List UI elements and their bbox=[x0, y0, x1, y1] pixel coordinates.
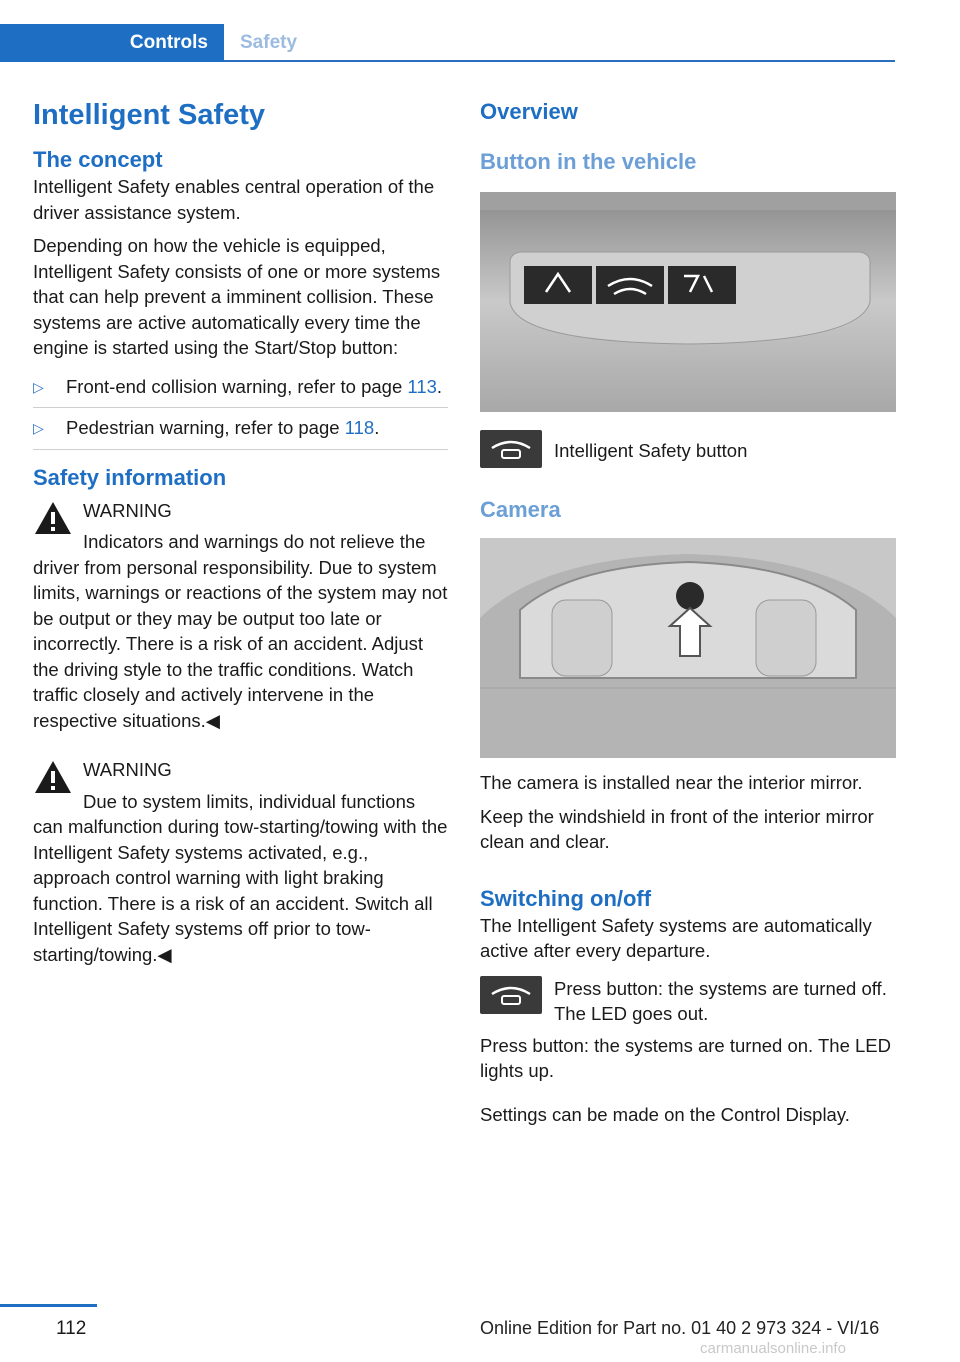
footer-rule bbox=[0, 1304, 97, 1307]
warning-block bbox=[33, 492, 448, 734]
warning-block bbox=[33, 751, 448, 967]
warning-text: Indicators and warnings do not relieve the driver from personal responsibility. Due to system limits, warnings or reactions of the system may not be output or they may be output too late or incorrectly. There is a risk of an accident. Adjust the driving style to the traffic conditions. Watch traffic closely and actively intervene in the respective situations.◀ bbox=[33, 531, 448, 731]
watermark: carmanualsonline.info bbox=[700, 1340, 846, 1357]
camera-paragraph-1: The camera is installed near the interior mirror. bbox=[480, 772, 863, 793]
button-caption: Intelligent Safety button bbox=[554, 440, 748, 461]
warning-triangle-icon bbox=[33, 759, 73, 795]
tab-safety[interactable]: Safety bbox=[240, 32, 298, 53]
bullet-triangle-icon: ▷ bbox=[33, 378, 44, 395]
bullet-item: ▷ Front-end collision warning, refer to page 113. bbox=[33, 367, 448, 409]
intelligent-safety-button-icon bbox=[480, 976, 542, 1014]
button-caption-row bbox=[480, 430, 896, 468]
warning-triangle-icon bbox=[33, 500, 73, 536]
header-tabs bbox=[0, 24, 895, 62]
camera-paragraph-2: Keep the windshield in front of the interior mirror clean and clear. bbox=[480, 805, 874, 852]
edition-text: Online Edition for Part no. 01 40 2 973 324 - VI/16 bbox=[480, 1318, 880, 1338]
safety-heading: Safety information bbox=[33, 464, 227, 490]
concept-heading: The concept bbox=[33, 147, 163, 172]
switch-paragraph-3: Settings can be made on the Control Display. bbox=[480, 1103, 850, 1125]
page-number: 112 bbox=[56, 1318, 87, 1339]
switch-caption-row bbox=[480, 976, 896, 1027]
right-column bbox=[480, 98, 896, 1127]
camera-heading: Camera bbox=[480, 497, 561, 522]
switch-paragraph-1: The Intelligent Safety systems are automatically active after every departure. bbox=[480, 914, 872, 961]
concept-paragraph-2: Depending on how the vehicle is equipped, Intelligent Safety consists of one or more systems that can help prevent a imminent collision. These systems are active automatically every time the engine is started using the Start/Stop button: bbox=[33, 235, 441, 358]
tab-controls[interactable]: Controls bbox=[0, 24, 224, 62]
switch-paragraph-2: Press button: the systems are turned on. The LED lights up. bbox=[480, 1034, 891, 1081]
page-link-118[interactable]: 118 bbox=[344, 417, 375, 438]
warning-text: Due to system limits, individual functions can malfunction during tow-starting/towing with the Intelligent Safety systems activated, e.g., approach control warning with light braking function. There is a risk of an accident. Switch all Intelligent Safety systems off prior to tow-starting/towing.◀ bbox=[33, 790, 448, 965]
overview-heading: Overview bbox=[480, 99, 578, 124]
concept-paragraph-1: Intelligent Safety enables central operation of the driver assistance system. bbox=[33, 176, 435, 223]
page-title: Intelligent Safety bbox=[33, 99, 266, 131]
button-panel-image bbox=[480, 192, 896, 412]
switch-heading: Switching on/off bbox=[480, 885, 652, 911]
button-heading: Button in the vehicle bbox=[480, 149, 697, 174]
page-link-113[interactable]: 113 bbox=[407, 375, 437, 397]
intelligent-safety-button-icon bbox=[480, 430, 542, 468]
switch-caption: Press button: the systems are turned off. The LED goes out. bbox=[554, 977, 887, 1024]
warning-label: WARNING bbox=[83, 759, 172, 780]
left-column bbox=[33, 98, 448, 967]
camera-image bbox=[480, 538, 896, 758]
bullet-triangle-icon: ▷ bbox=[33, 420, 44, 436]
warning-label: WARNING bbox=[83, 499, 172, 521]
bullet-item: ▷ Pedestrian warning, refer to page 118. bbox=[33, 408, 448, 450]
